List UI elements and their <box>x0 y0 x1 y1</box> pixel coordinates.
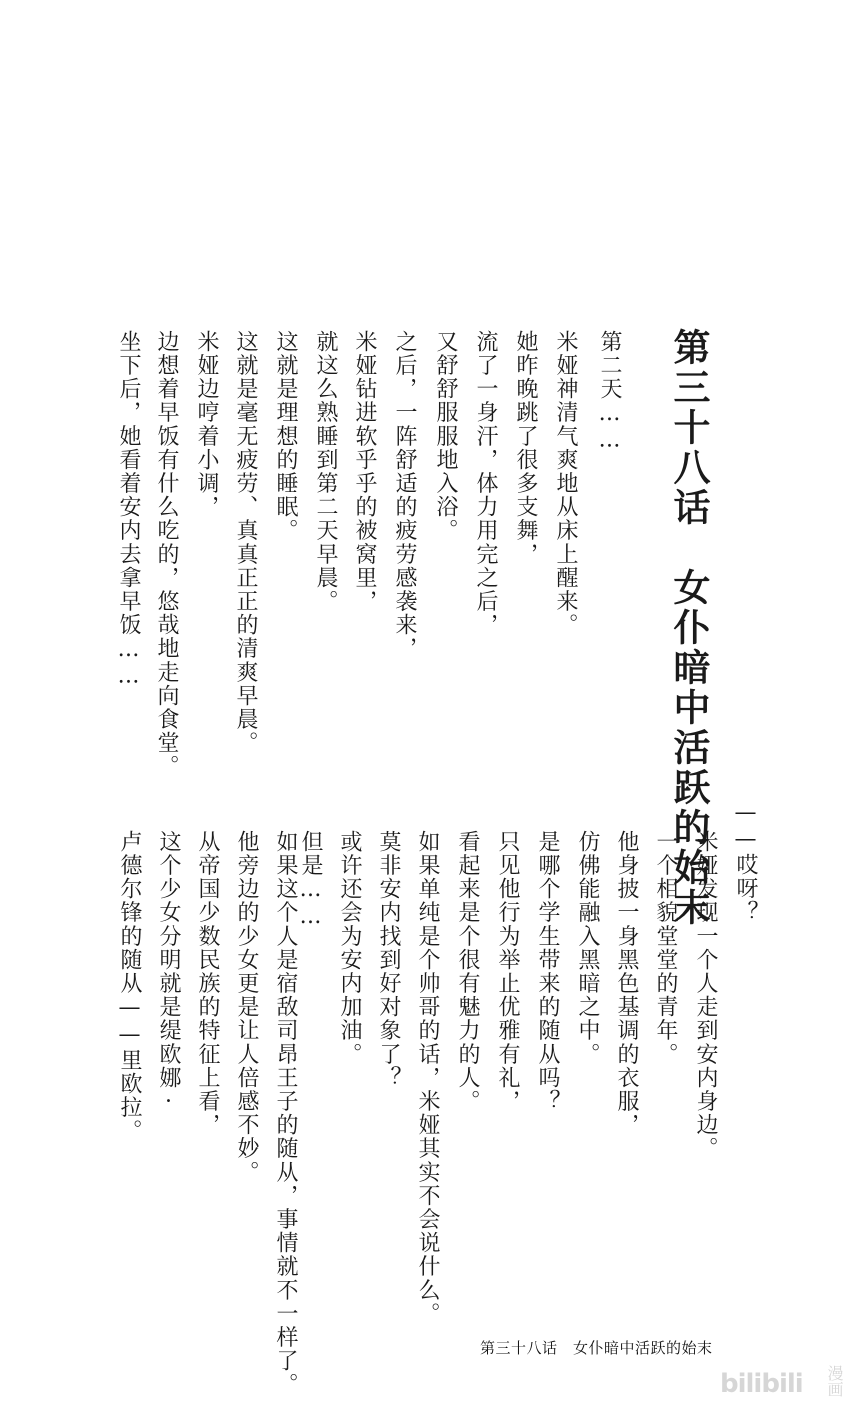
paragraph-line: 卢德尔锋的随从——里欧拉。 <box>117 830 142 1143</box>
paragraph-line: 莫非安内找到好对象了？ <box>376 830 401 1090</box>
paragraph-line: 是哪个学生带来的随从吗？ <box>535 830 560 1114</box>
paragraph-line: 一个相貌堂堂的青年。 <box>653 830 678 1066</box>
paragraph-line: 第二天…… <box>597 330 622 454</box>
paragraph-line: 这就是毫无疲劳、真真正正的清爽早晨。 <box>233 330 258 755</box>
paragraph-line: 流了一身汗，体力用完之后， <box>473 330 498 637</box>
paragraph-line: 看起来是个很有魅力的人。 <box>455 830 480 1114</box>
paragraph-line: ——哎呀？ <box>733 800 758 924</box>
running-footer: 第三十八话 女仆暗中活跃的始末 <box>480 1339 713 1357</box>
chapter-title: 第三十八话 女仆暗中活跃的始末 <box>667 328 711 928</box>
paragraph-line: 这个少女分明就是缇欧娜· <box>156 830 181 1117</box>
watermark-side: 漫画 <box>825 1365 844 1397</box>
paragraph-line: 又舒舒服服地入浴。 <box>433 330 458 543</box>
paragraph-line: 但是…… <box>298 830 323 931</box>
paragraph-line: 米娅神清气爽地从床上醒来。 <box>553 330 578 637</box>
paragraph-line: 这就是理想的睡眠。 <box>273 330 298 543</box>
paragraph-line: 米娅发现一个人走到安内身边。 <box>693 830 718 1161</box>
paragraph-line: 米娅钻进软乎乎的被窝里， <box>352 330 377 614</box>
paragraph-line: 如果这个人是宿敌司昂王子的随从，事情就不一样了。 <box>273 830 298 1397</box>
paragraph-line: 他身披一身黑色基调的衣服， <box>614 830 639 1137</box>
paragraph-line: 她昨晚跳了很多支舞， <box>513 330 538 566</box>
watermark-brand: bilibili <box>720 1369 803 1399</box>
paragraph-line: 之后，一阵舒适的疲劳感袭来， <box>392 330 417 661</box>
paragraph-line: 坐下后，她看着安内去拿早饭…… <box>116 330 141 690</box>
paragraph-line: 他旁边的少女更是让人倍感不妙。 <box>234 830 259 1184</box>
paragraph-line: 米娅边哼着小调， <box>194 330 219 519</box>
paragraph-line: 从帝国少数民族的特征上看， <box>195 830 220 1137</box>
paragraph-line: 就这么熟睡到第二天早晨。 <box>313 330 338 614</box>
bilibili-watermark <box>720 1365 845 1403</box>
paragraph-line: 只见他行为举止优雅有礼， <box>495 830 520 1114</box>
paragraph-line: 或许还会为安内加油。 <box>337 830 362 1066</box>
paragraph-line: 仿佛能融入黑暗之中。 <box>575 830 600 1066</box>
paragraph-line: 边想着早饭有什么吃的，悠哉地走向食堂。 <box>154 330 179 779</box>
paragraph-line: 如果单纯是个帅哥的话，米娅其实不会说什么。 <box>415 830 440 1326</box>
